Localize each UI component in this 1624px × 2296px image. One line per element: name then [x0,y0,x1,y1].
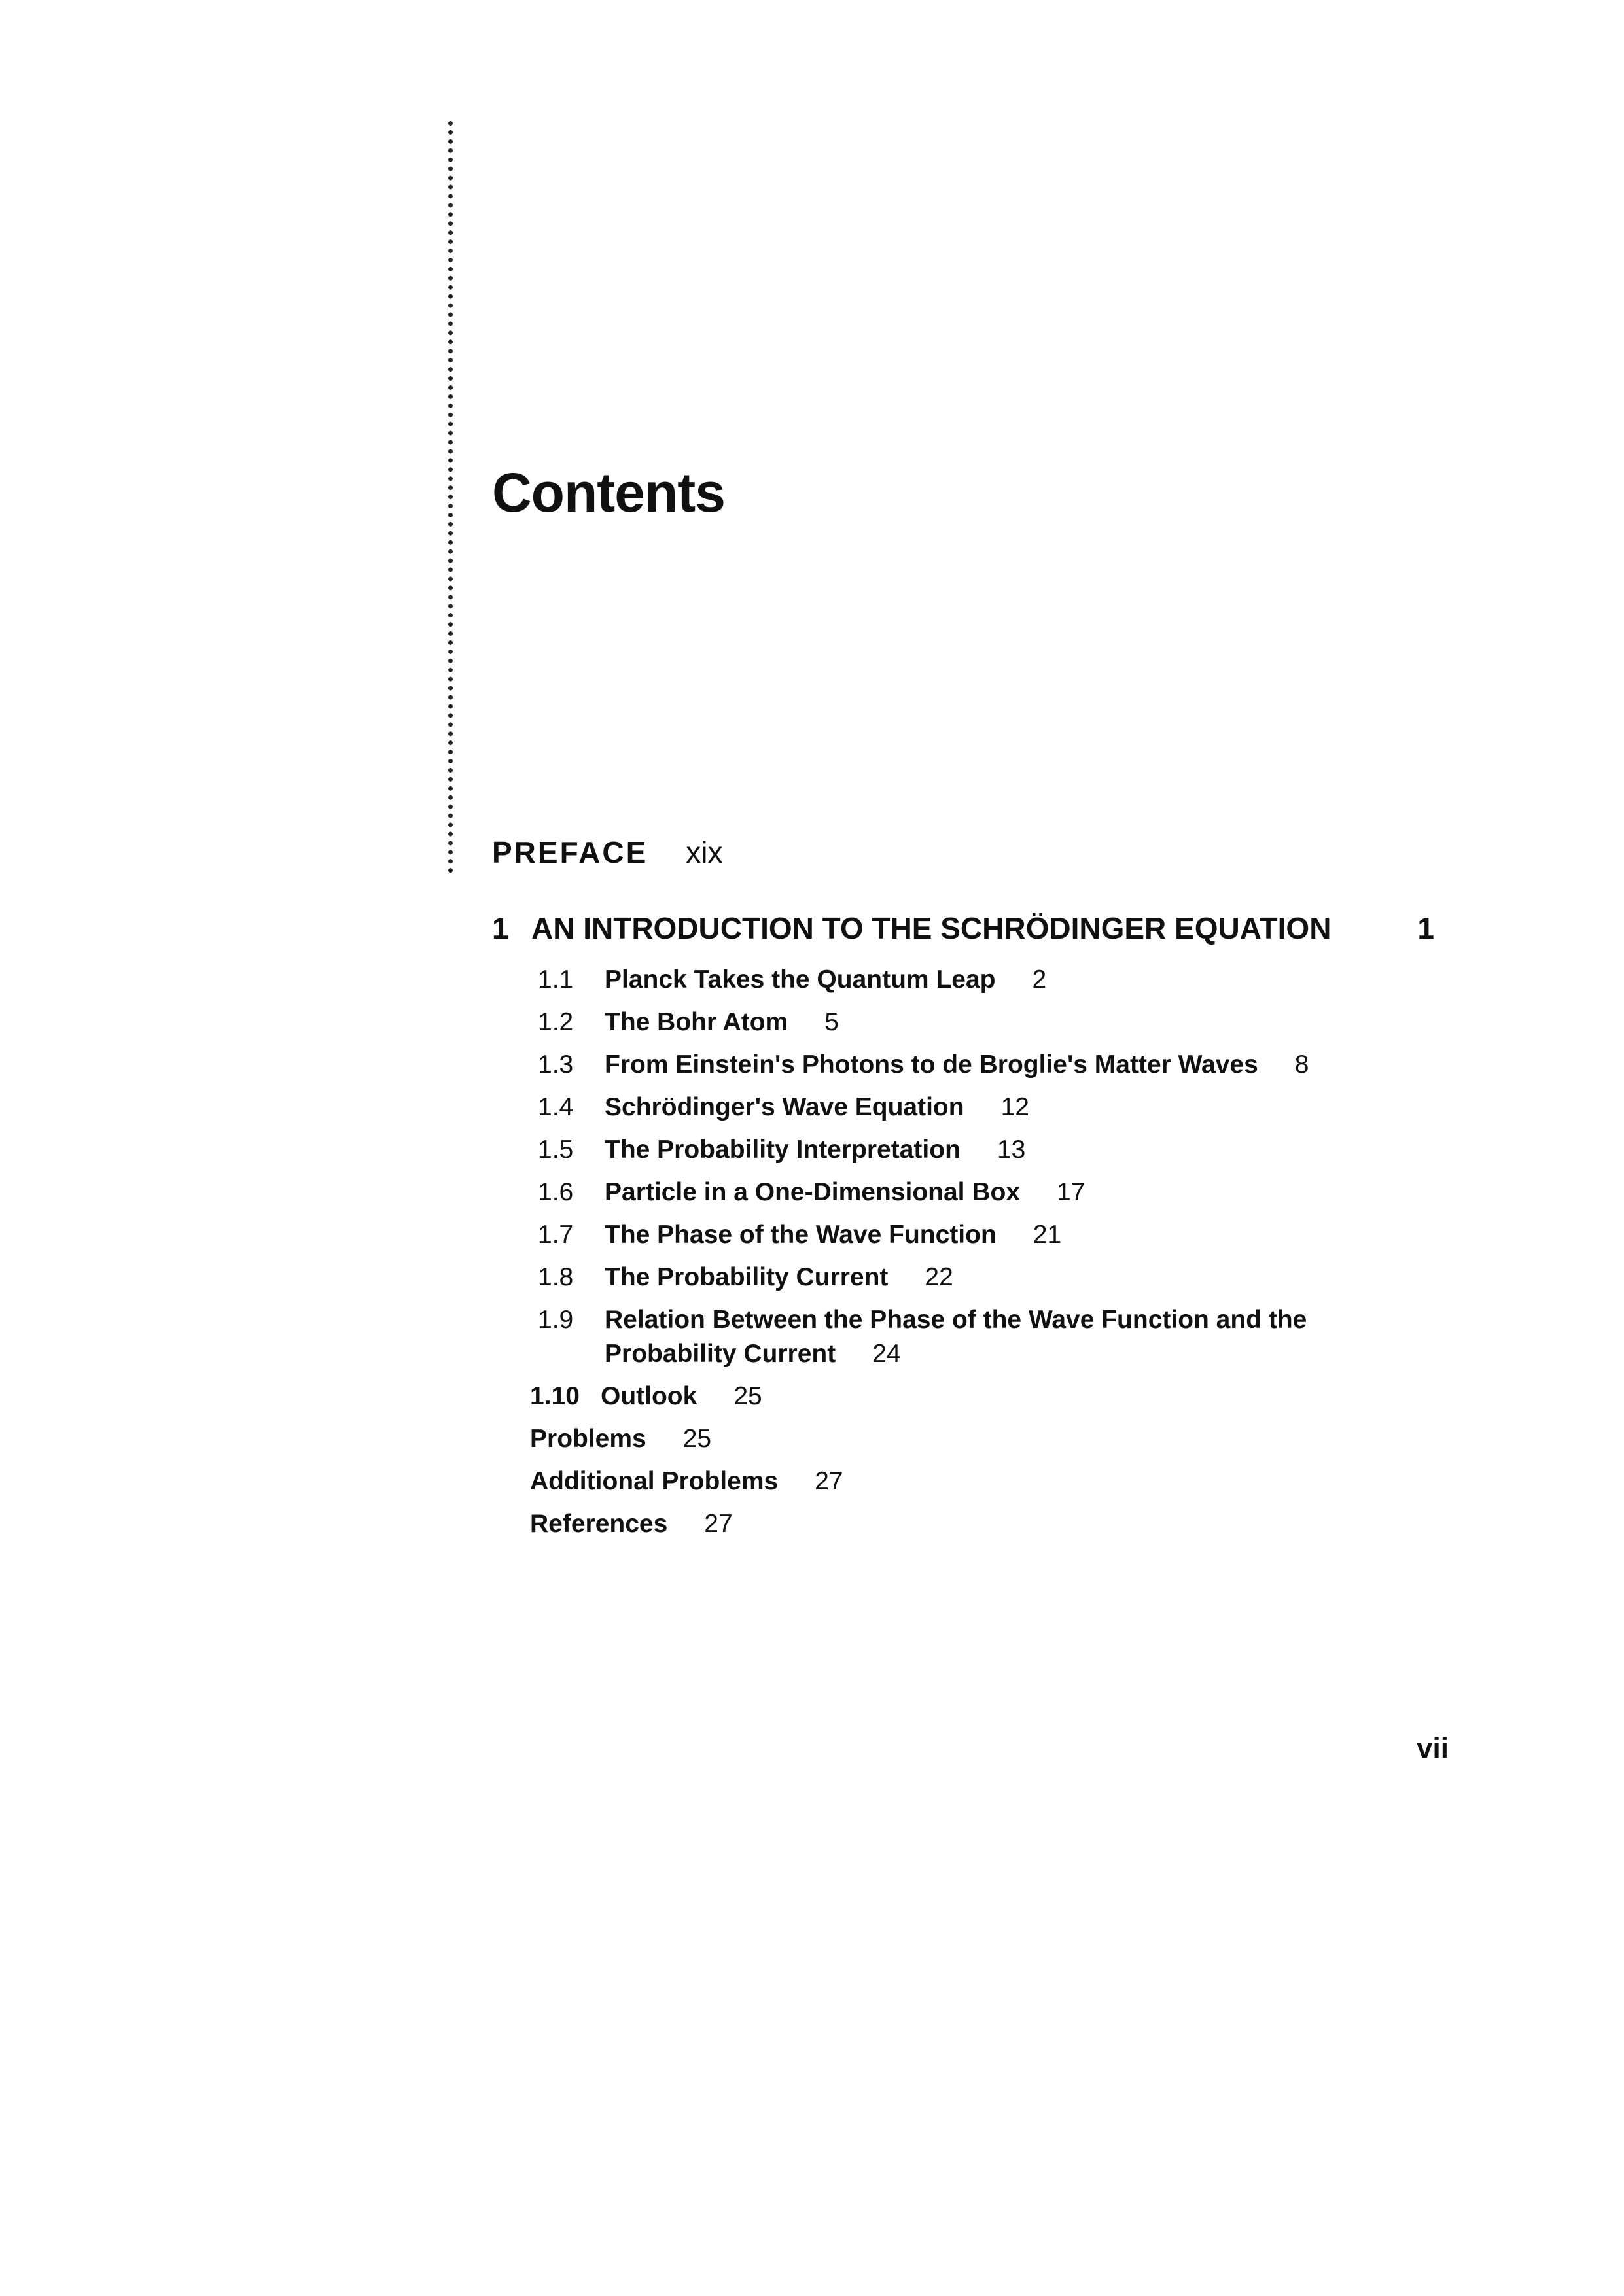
section-title: From Einstein's Photons to de Broglie's Matter Waves [605,1051,1258,1079]
section-title: Outlook [601,1382,697,1410]
end-matter-page-number: 25 [682,1425,712,1453]
toc-section-item[interactable] [538,1261,1454,1295]
section-page-number: 17 [1057,1178,1086,1206]
section-number: 1.3 [538,1051,574,1079]
toc-entry-chapter-1[interactable] [492,911,1434,946]
toc-section-item[interactable] [538,1090,1454,1124]
end-matter-title: References [530,1510,668,1538]
chapter-number: 1 [492,911,509,945]
preface-page-number: xix [686,835,723,869]
preface-label: PREFACE [492,835,648,869]
section-number: 1.2 [538,1008,574,1036]
end-matter-title: Problems [530,1425,646,1453]
end-matter-page-number: 27 [704,1510,733,1538]
section-number: 1.5 [538,1136,574,1164]
toc-section-item[interactable] [538,1303,1454,1371]
section-title-wrapper [605,1303,1324,1371]
section-number: 1.4 [538,1093,574,1121]
section-title: Schrödinger's Wave Equation [605,1093,964,1121]
section-page-number: 13 [997,1136,1026,1164]
toc-section-item[interactable] [538,1218,1454,1252]
section-page-number: 8 [1294,1051,1309,1079]
section-page-number: 24 [872,1340,901,1368]
toc-section-item[interactable] [538,1133,1454,1167]
section-title: Particle in a One-Dimensional Box [605,1178,1021,1206]
toc-end-matter-item[interactable] [530,1422,1454,1456]
end-matter-title: Additional Problems [530,1467,779,1495]
end-matter-page-number: 27 [815,1467,843,1495]
page-folio: vii [1417,1732,1449,1764]
section-number: 1.6 [538,1178,574,1206]
toc-section-item[interactable] [530,1380,1454,1414]
section-title: Relation Between the Phase of the Wave Function and the Probability Current [605,1306,1307,1368]
section-number: 1.10 [530,1382,580,1410]
section-title: Planck Takes the Quantum Leap [605,965,996,994]
section-page-number: 5 [824,1008,839,1036]
section-number: 1.1 [538,965,574,994]
section-page-number: 21 [1033,1221,1062,1249]
toc-entry-preface[interactable] [492,835,723,870]
section-number: 1.9 [538,1306,574,1334]
section-title: The Bohr Atom [605,1008,788,1036]
section-title: The Phase of the Wave Function [605,1221,997,1249]
chapter-title: AN INTRODUCTION TO THE SCHRÖDINGER EQUATION [531,911,1332,945]
section-title: The Probability Current [605,1263,889,1291]
dotted-margin-rule [448,121,453,873]
section-page-number: 2 [1032,965,1047,994]
section-list [530,963,1454,1550]
section-page-number: 25 [733,1382,762,1410]
toc-section-item[interactable] [538,1048,1454,1082]
section-title: The Probability Interpretation [605,1136,961,1164]
section-page-number: 12 [1000,1093,1029,1121]
toc-section-item[interactable] [538,1005,1454,1039]
toc-section-item[interactable] [538,963,1454,997]
section-page-number: 22 [925,1263,953,1291]
chapter-page-number: 1 [1417,911,1434,945]
section-number: 1.7 [538,1221,574,1249]
toc-end-matter-item[interactable] [530,1465,1454,1499]
page-title: Contents [492,462,725,523]
section-number: 1.8 [538,1263,574,1291]
toc-section-item[interactable] [538,1175,1454,1209]
toc-end-matter-item[interactable] [530,1507,1454,1541]
